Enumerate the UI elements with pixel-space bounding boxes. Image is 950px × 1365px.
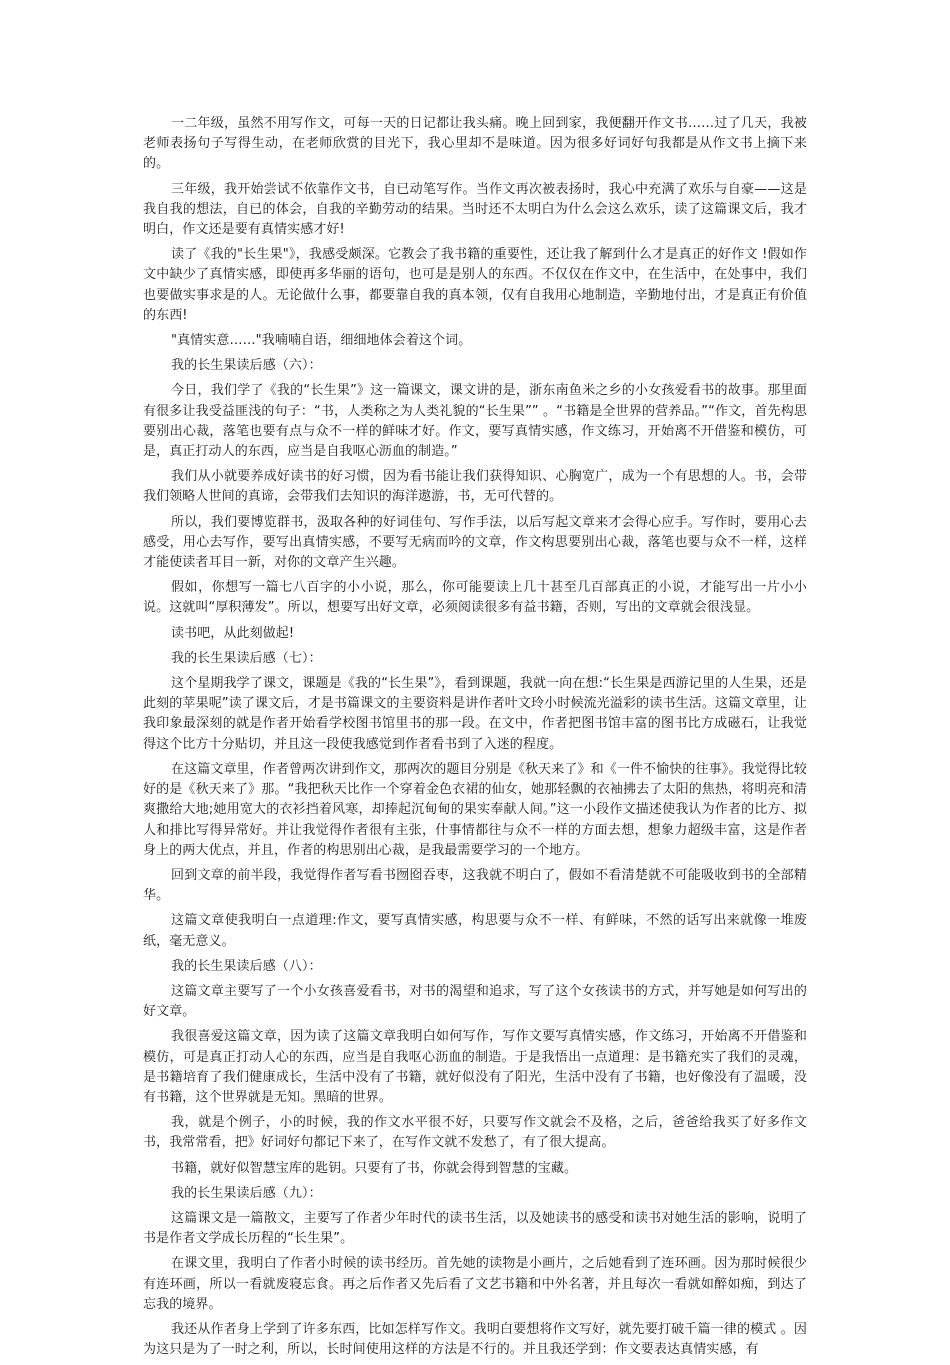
paragraph: 回到文章的前半段，我觉得作者写看书囫囵吞枣，这我就不明白了，假如不看清楚就不可能吸收到书的全部精华。 <box>143 867 807 904</box>
paragraph: 这篇文章主要写了一个小女孩喜爱看书，对书的渴望和追求，写了这个女孩读书的方式，并写她是如何写出的好文章。 <box>143 983 807 1020</box>
paragraph: 三年级，我开始尝试不依靠作文书，自已动笔写作。当作文再次被表扬时，我心中充满了欢乐与自豪——这是我自我的想法，自已的体会，自我的辛勤劳动的结果。当时还不太明白为什么会这么欢乐，读了这篇课文后，我才明白，作文还是要有真情实感才好! <box>143 181 807 238</box>
paragraph: 这篇文章使我明白一点道理:作文，要写真情实感，构思要与众不一样、有鲜味，不然的话写出来就像一堆废纸，毫无意义。 <box>143 913 807 949</box>
paragraph: 一二年级，虽然不用写作文，可每一天的日记都让我头痛。晚上回到家，我便翻开作文书……过了几天，我被老师表扬句子写得生动，在老师欣赏的目光下，我心里却不是味道。因为很多好词好句我都是从作文书上摘下来的。 <box>143 116 807 172</box>
paragraph: "真情实意……"我喃喃自语，细细地体会着这个词。 <box>171 333 472 349</box>
paragraph: 书籍，就好似智慧宝库的匙钥。只要有了书，你就会得到智慧的宝藏。 <box>171 1160 578 1176</box>
paragraph: 在课文里，我明白了作者小时候的读书经历。首先她的读物是小画片，之后她看到了连环画。因为那时候很少有连环画，所以一看就废寝忘食。再之后作者又先后看了文艺书籍和中外名著，并且每次一看就如醉如痴，到达了忘我的境界。 <box>143 1256 807 1312</box>
paragraph: 读书吧，从此刻做起! <box>171 625 295 641</box>
paragraph: 这个星期我学了课文，课题是《我的“长生果”》，看到课题，我就一向在想:“长生果是西游记里的人生果，还是此刻的苹果呢”读了课文后，才是书篇课文的主要资料是讲作者叶文玲小时候流光溢彩的读书生活。这篇文章里，让我印象最深刻的就是作者开始看学校图书馆里书的那一段。在文中，作者把图书馆丰富的图书比方成磁石，让我觉得这个比方十分贴切，并且这一段使我感觉到作者看书到了入迷的程度。 <box>143 676 807 752</box>
section-heading: 我的长生果读后感（九）： <box>171 1185 322 1201</box>
paragraph: 我还从作者身上学到了许多东西，比如怎样写作文。我明白要想将作文写好，就先要打破千篇一律的模式 。因为这只是为了一时之利，所以，长时间使用这样的方法是不行的。并且我还学到：作文要表达真情实感，有 <box>143 1321 807 1358</box>
paragraph: 我们从小就要养成好读书的好习惯，因为看书能让我们获得知识、心胸宽广，成为一个有思想的人。书，会带我们领略人世间的真谛，会带我们去知识的海洋遨游，书，无可代替的。 <box>143 469 807 505</box>
section-heading: 我的长生果读后感（六）： <box>171 358 322 374</box>
paragraph: 我很喜爱这篇文章，因为读了这篇文章我明白如何写作，写作文要写真情实感，作文练习，开始离不开借鉴和模仿，可是真正打动人心的东西，应当是自我呕心沥血的制造。于是我悟出一点道理：是书籍充实了我们的灵魂，是书籍培育了我们健康成长，生活中没有了书籍，就好似没有了阳光，生活中没有了书籍，也好像没有了温暖，没有书籍，这个世界就是无知。黑暗的世界。 <box>143 1029 807 1105</box>
paragraph: 这篇课文是一篇散文，主要写了作者少年时代的读书生活，以及她读书的感受和读书对她生活的影响，说明了书是作者文学成长历程的“长生果”。 <box>143 1210 807 1247</box>
paragraph: 所以，我们要博览群书，汲取各种的好词佳句、写作手法，以后写起文章来才会得心应手。写作时，要用心去感受，用心去写作，要写出真情实感，不要写无病而吟的文章，作文构思要别出心裁，落笔也要与众不一样，这样才能使读者耳目一新，对你的文章产生兴趣。 <box>143 514 807 571</box>
paragraph: 在这篇文章里，作者曾两次讲到作文，那两次的题目分别是《秋天来了》和《一件不愉快的往事》。我觉得比较好的是《秋天来了》那。“我把秋天比作一个穿着金色衣裙的仙女，她那轻飘的衣袖拂去了太阳的焦热，将明亮和清爽撒给大地;她用宽大的衣衫挡着风寒，却捧起沉甸甸的果实奉献人间。”这一小段作文描述使我认为作者的比方、拟人和排比写得异常好。并让我觉得作者很有主张，什事情都往与众不一样的方面去想，想象力超级丰富，这是作者身上的两大优点，并且，作者的构思别出心裁，是我最需要学习的一个地方。 <box>143 761 807 858</box>
paragraph: 假如，你想写一篇七八百字的小小说，那么，你可能要读上几十甚至几百部真正的小说，才能写出一片小小说。这就叫“厚积薄发”。所以，想要写出好文章，必须阅读很多有益书籍，否则，写出的文章就会很浅显。 <box>143 580 807 616</box>
paragraph: 今日，我们学了《我的“长生果”》这一篇课文，课文讲的是，浙东南鱼米之乡的小女孩爱看书的故事。那里面有很多让我受益匪浅的句子：“书，人类称之为人类礼貌的“长生果”” 。“书籍是全世界的营养品。”“作文，首先构思要别出心裁，落笔也要有点与众不一样的鲜味才好。作文，要写真情实感，作文练习，开始离不开借鉴和模仿，可是，真正打动人的东西，应当是自我呕心沥血的制造。” <box>143 383 807 460</box>
section-heading: 我的长生果读后感（八）： <box>171 958 322 974</box>
paragraph: 读了《我的"长生果"》，我感受颇深。它教会了我书籍的重要性，还让我了解到什么才是真正的好作文 !假如作文中缺少了真情实感，即使再多华丽的语句，也可是是别人的东西。不仅仅在作文中，在生活中，在处事中，我们也要做实事求是的人。无论做什么事，都要靠自我的真本领，仅有自我用心地制造，辛勤地付出，才是真正有价值的东西! <box>143 247 807 323</box>
document-page <box>143 114 807 1365</box>
section-heading: 我的长生果读后感（七）： <box>171 650 322 666</box>
paragraph: 我，就是个例子，小的时候，我的作文水平很不好，只要写作文就会不及格，之后，爸爸给我买了好多作文书，我常常看，把》好词好句都记下来了，在写作文就不发愁了，有了很大提高。 <box>143 1115 807 1151</box>
